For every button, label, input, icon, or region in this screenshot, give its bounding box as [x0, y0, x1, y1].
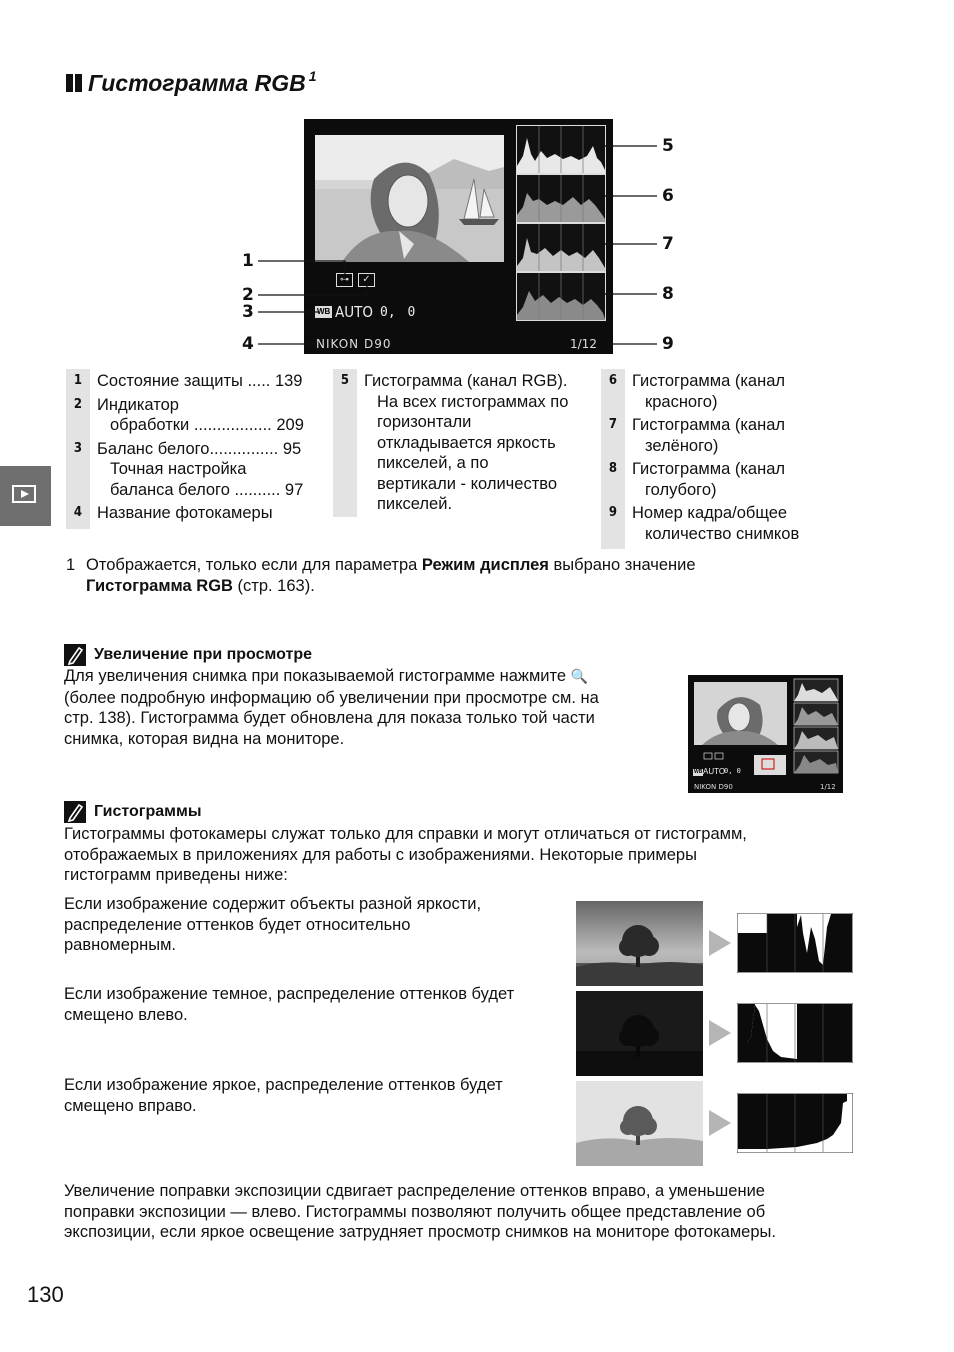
note-zoom-body: Для увеличения снимка при показываемой гистограмме нажмите 🔍 (более подробную информацию об увеличении при просмотре см. на стр. 138). Гистограмма будет обновлена для показа только той части снимка, которая видна на мониторе. — [64, 667, 599, 748]
wb-adjust: 0, 0 — [380, 305, 416, 320]
example-dark-text: Если изображение темное, распределение оттенков будет смещено влево. — [64, 985, 515, 1024]
example-photo-dark — [576, 991, 703, 1076]
example-bright-text: Если изображение яркое, распределение оттенков будет смещено вправо. — [64, 1076, 503, 1115]
zoom-screen-thumbnail — [688, 675, 843, 793]
example-photo-bright — [576, 1081, 703, 1166]
thumb-frame-number: 1/12 — [820, 783, 836, 791]
legend-item-3: 3 Баланс белого............... 95 Точная настройка баланса белого .......... 97 — [73, 439, 304, 499]
example-photo-even — [576, 901, 703, 986]
callout-7: 7 — [662, 234, 674, 254]
playback-icon — [12, 485, 36, 503]
legend-item-9: 9 Номер кадра/общее количество снимков — [608, 504, 800, 543]
callout-8: 8 — [662, 284, 674, 304]
arrow-right-icon-3 — [709, 1110, 731, 1136]
example-histogram-even — [737, 913, 853, 973]
wb-badge: WB — [317, 307, 331, 316]
legend-column-3 — [601, 371, 841, 544]
note-histograms-heading: Гистограммы — [64, 801, 201, 823]
legend-column-1 — [66, 371, 326, 524]
legend-item-8: 8 Гистограмма (канал голубого) — [608, 460, 786, 499]
example-even-text: Если изображение содержит объекты разной яркости, распределение оттенков будет относительно равномерным. — [64, 895, 482, 954]
legend-item-7: 7 Гистограмма (канал зелёного) — [608, 416, 786, 455]
footnote-number: 1 — [66, 556, 76, 574]
legend-item-2: 2 Индикатор обработки ................. 209 — [73, 395, 304, 434]
callout-lines — [0, 0, 954, 400]
callout-3: 3 — [242, 302, 254, 322]
wb-value: AUTO — [335, 303, 373, 321]
thumb-wb-adjust: 0, 0 — [724, 767, 741, 775]
note-pencil-icon — [64, 644, 86, 666]
legend-column-2 — [333, 371, 595, 515]
camera-name: NIKON D90 — [316, 337, 392, 351]
legend-item-4: 4 Название фотокамеры — [73, 504, 273, 522]
callout-2: 2 — [242, 285, 254, 305]
title-footnote-ref: 1 — [308, 68, 317, 84]
arrow-right-icon-2 — [709, 1020, 731, 1046]
thumb-wb-value: AUTO — [703, 767, 726, 776]
frame-number: 1/12 — [570, 337, 597, 351]
note-zoom-heading: Увеличение при просмотре — [64, 644, 312, 666]
callout-1: 1 — [242, 251, 254, 271]
callout-9: 9 — [662, 334, 674, 354]
legend-item-1: 1 Состояние защиты ..... 139 — [73, 372, 303, 390]
callout-5: 5 — [662, 136, 674, 156]
zoom-in-icon: 🔍 — [570, 669, 589, 685]
note-histograms-body: Гистограммы фотокамеры служат только для справки и могут отличаться от гистограмм, отображаемых в приложениях для работы с изображениями. Некоторые примеры гистограмм приведены ниже: — [64, 825, 747, 884]
arrow-right-icon-1 — [709, 930, 731, 956]
playback-section-tab — [0, 466, 51, 526]
thumb-camera-name: NIKON D90 — [694, 783, 733, 791]
closing-paragraph: Увеличение поправки экспозиции сдвигает распределение оттенков вправо, а уменьшение поправки экспозиции — влево. Гистограммы позволяют получить общее представление об экспозиции, если яркое освещение затрудняет просмотр снимков на мониторе фотокамеры. — [64, 1182, 776, 1241]
title-text: Гистограмма RGB — [88, 70, 306, 96]
callout-4: 4 — [242, 334, 254, 354]
legend-item-5: 5 Гистограмма (канал RGB). На всех гистограммах по горизонтали откладывается яркость пикселей, а по вертикали - количество пикселей. — [340, 372, 569, 513]
example-histogram-bright — [737, 1093, 853, 1153]
example-histogram-dark — [737, 1003, 853, 1063]
page-number: 130 — [27, 1282, 64, 1307]
protect-key-icon: ⊶ — [336, 273, 353, 287]
thumb-wb-badge: WB — [694, 769, 703, 775]
retouch-icon: ✓ — [358, 273, 375, 287]
note-pencil-icon-2 — [64, 801, 86, 823]
legend-item-6: 6 Гистограмма (канал красного) — [608, 372, 786, 411]
footnote: 1 Отображается, только если для параметра Режим дисплея выбрано значение Гистограмма RGB (стр. 163). — [66, 556, 696, 595]
callout-6: 6 — [662, 186, 674, 206]
